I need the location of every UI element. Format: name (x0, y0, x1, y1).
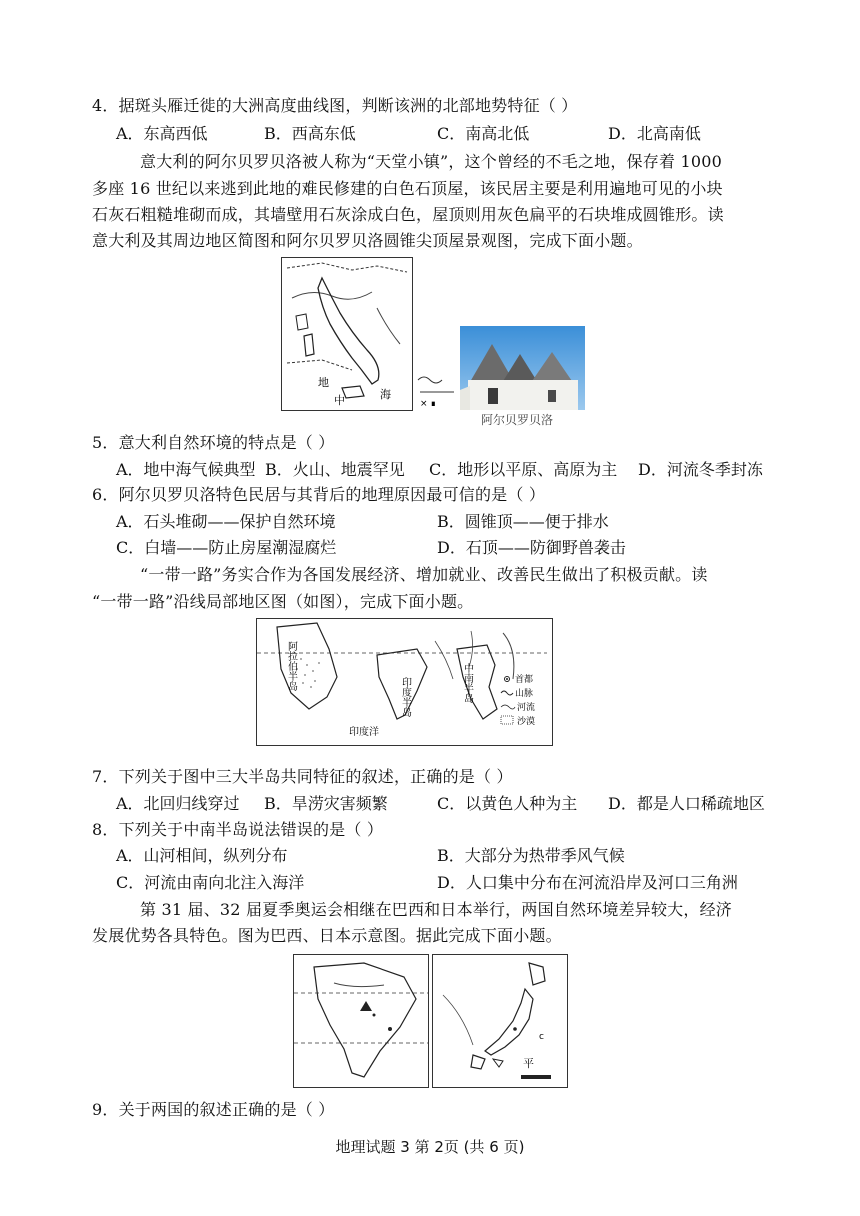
belt-road-map-drawing (257, 619, 552, 745)
q4-option-b: B．西高东低 (264, 124, 356, 143)
label-indochina: 中南半岛 (461, 663, 473, 703)
q5-option-d: D．河流冬季封冻 (638, 460, 763, 479)
q8-option-a: A．山河相间，纵列分布 (116, 846, 288, 865)
q6-option-c: C．白墙——防止房屋潮湿腐烂 (116, 538, 337, 557)
label-india: 印度半岛 (399, 677, 411, 717)
italy-map-drawing (282, 258, 412, 410)
q7-stem: 7．下列关于图中三大半岛共同特征的叙述，正确的是（ ） (92, 767, 513, 786)
desert-icon (501, 716, 513, 724)
mountain-icon (501, 691, 513, 695)
map-label-hai: 海 (380, 388, 391, 401)
q8-option-b: B．大部分为热带季风气候 (437, 846, 625, 865)
q5-option-b: B．火山、地震罕见 (265, 460, 405, 479)
brazil-map (293, 954, 429, 1088)
page-footer: 地理试题 3 第 2页 (共 6 页) (335, 1138, 525, 1156)
italy-passage-line-4: 意大利及其周边地区简图和阿尔贝罗贝洛圆锥尖顶屋景观图，完成下面小题。 (92, 231, 643, 250)
japan-map-drawing (433, 955, 567, 1087)
label-indian-ocean: 印度洋 (349, 727, 379, 738)
q4-stem: 4．据斑头雁迁徙的大洲高度曲线图，判断该洲的北部地势特征（ ） (92, 96, 578, 115)
legend-river: 河流 (517, 703, 536, 713)
legend-capital: 首都 (515, 675, 534, 685)
map-label-zhong: 中 (334, 394, 345, 407)
italy-map (281, 257, 413, 411)
map-label-di: 地 (318, 376, 329, 389)
q8-option-d: D．人口集中分布在河流沿岸及河口三角洲 (437, 873, 738, 892)
italy-passage-line-1: 意大利的阿尔贝罗贝洛被人称为“天堂小镇”，这个曾经的不毛之地，保存着 1000 (140, 152, 722, 171)
photo-caption: 阿尔贝罗贝洛 (481, 413, 554, 427)
q5-option-a: A．地中海气候典型 (116, 460, 256, 479)
brazil-map-drawing (294, 955, 428, 1087)
label-arabia: 阿拉伯半岛 (285, 641, 297, 691)
q4-option-a: A．东高西低 (116, 124, 208, 143)
legend-mountain: 山脉 (515, 689, 534, 699)
river-icon (501, 705, 515, 709)
q7-option-d: D．都是人口稀疏地区 (608, 794, 765, 813)
q5-option-c: C．地形以平原、高原为主 (429, 460, 618, 479)
svg-text:× ∎: × ∎ (420, 399, 437, 409)
japan-map (432, 954, 568, 1088)
q8-option-c: C．河流由南向北注入海洋 (116, 873, 305, 892)
olympics-passage-line-2: 发展优势各具特色。图为巴西、日本示意图。据此完成下面小题。 (92, 926, 562, 945)
trulli-photo (460, 326, 585, 410)
map-legend-marks (414, 370, 460, 410)
trulli-photo-drawing (460, 326, 585, 410)
q8-stem: 8．下列关于中南半岛说法错误的是（ ） (92, 820, 384, 839)
olympics-passage-line-1: 第 31 届、32 届夏季奥运会相继在巴西和日本举行，两国自然环境差异较大，经济 (140, 900, 732, 919)
belt-road-map (256, 618, 553, 746)
legend-desert: 沙漠 (517, 717, 536, 727)
q6-stem: 6．阿尔贝罗贝洛特色民居与其背后的地理原因最可信的是（ ） (92, 485, 546, 504)
italy-passage-line-3: 石灰石粗糙堆砌而成，其墙壁用石灰涂成白色，屋顶则用灰色扁平的石块堆成圆锥形。读 (92, 205, 724, 224)
italy-passage-line-2: 多座 16 世纪以来逃到此地的难民修建的白色石顶屋，该民居主要是利用遍地可见的小块 (92, 179, 723, 198)
q7-option-b: B．旱涝灾害频繁 (264, 794, 388, 813)
q6-option-b: B．圆锥顶——便于排水 (437, 512, 609, 531)
q5-stem: 5．意大利自然环境的特点是（ ） (92, 433, 335, 452)
belt-passage-line-1: “一带一路”务实合作为各国发展经济、增加就业、改善民生做出了积极贡献。读 (140, 565, 708, 584)
q9-stem: 9．关于两国的叙述正确的是（ ） (92, 1100, 335, 1119)
svg-text:c: c (539, 1032, 544, 1042)
q4-option-c: C．南高北低 (437, 124, 530, 143)
belt-passage-line-2: “一带一路”沿线局部地区图（如图），完成下面小题。 (92, 592, 474, 611)
q4-option-d: D．北高南低 (608, 124, 701, 143)
q6-option-d: D．石顶——防御野兽袭击 (437, 538, 626, 557)
q7-option-a: A．北回归线穿过 (116, 794, 240, 813)
q7-option-c: C．以黄色人种为主 (437, 794, 578, 813)
q6-option-a: A．石头堆砌——保护自然环境 (116, 512, 336, 531)
svg-text:平: 平 (523, 1057, 534, 1070)
